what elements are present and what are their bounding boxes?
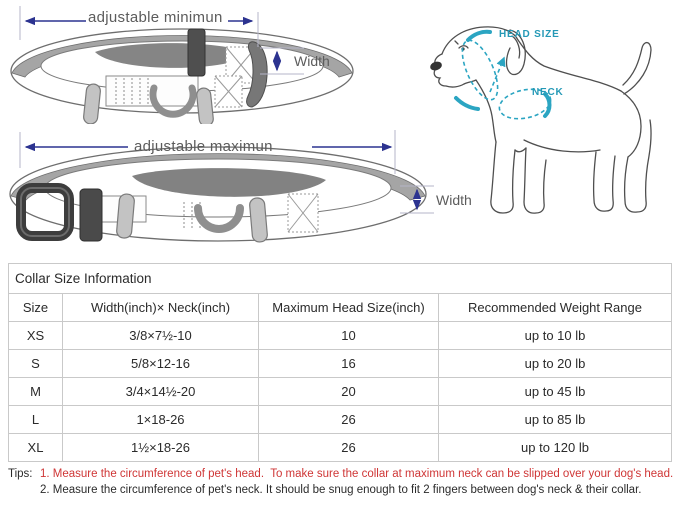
- width-label-bottom: Width: [436, 192, 472, 208]
- size-table: [8, 263, 672, 462]
- table-row: [9, 350, 672, 378]
- cell-size: M: [9, 378, 63, 406]
- cell-weight: up to 45 lb: [439, 378, 672, 406]
- table-header-row: [9, 294, 672, 322]
- cell-width-neck: 5/8×12-16: [63, 350, 259, 378]
- width-label-top: Width: [294, 53, 330, 69]
- neck-label: NECK: [532, 87, 564, 98]
- cell-head-size: 16: [259, 350, 439, 378]
- cell-width-neck: 3/8×7½-10: [63, 322, 259, 350]
- cell-weight: up to 120 lb: [439, 434, 672, 462]
- adjustable-minimum-label: adjustable minimun: [88, 9, 223, 26]
- tips-label: Tips:: [8, 468, 33, 480]
- cell-width-neck: 1×18-26: [63, 406, 259, 434]
- cell-head-size: 10: [259, 322, 439, 350]
- tips-block: [8, 466, 676, 498]
- table-row: [9, 378, 672, 406]
- cell-head-size: 26: [259, 434, 439, 462]
- col-header-size: Size: [9, 294, 63, 322]
- cell-size: XL: [9, 434, 63, 462]
- cell-head-size: 26: [259, 406, 439, 434]
- tip-line-1: 1. Measure the circumference of pet's head. To make sure the collar at maximum neck can be slipped over your dog's head.: [40, 468, 674, 480]
- cell-head-size: 20: [259, 378, 439, 406]
- cell-size: S: [9, 350, 63, 378]
- cell-weight: up to 20 lb: [439, 350, 672, 378]
- table-row: [9, 406, 672, 434]
- head-size-label: HEAD SIZE: [499, 29, 560, 40]
- cell-weight: up to 10 lb: [439, 322, 672, 350]
- col-header-width-neck: Width(inch)× Neck(inch): [63, 294, 259, 322]
- cell-width-neck: 3/4×14½-20: [63, 378, 259, 406]
- cell-size: L: [9, 406, 63, 434]
- table-title: Collar Size Information: [9, 264, 672, 294]
- tip-line-2: 2. Measure the circumference of pet's neck. It should be snug enough to fit 2 fingers between dog's neck & their collar.: [40, 484, 642, 496]
- col-header-head-size: Maximum Head Size(inch): [259, 294, 439, 322]
- cell-weight: up to 85 lb: [439, 406, 672, 434]
- col-header-weight: Recommended Weight Range: [439, 294, 672, 322]
- table-row: [9, 434, 672, 462]
- table-row: [9, 322, 672, 350]
- adjustable-maximum-label: adjustable maximun: [134, 138, 273, 155]
- cell-size: XS: [9, 322, 63, 350]
- tips-lines: [40, 466, 673, 498]
- cell-width-neck: 1½×18-26: [63, 434, 259, 462]
